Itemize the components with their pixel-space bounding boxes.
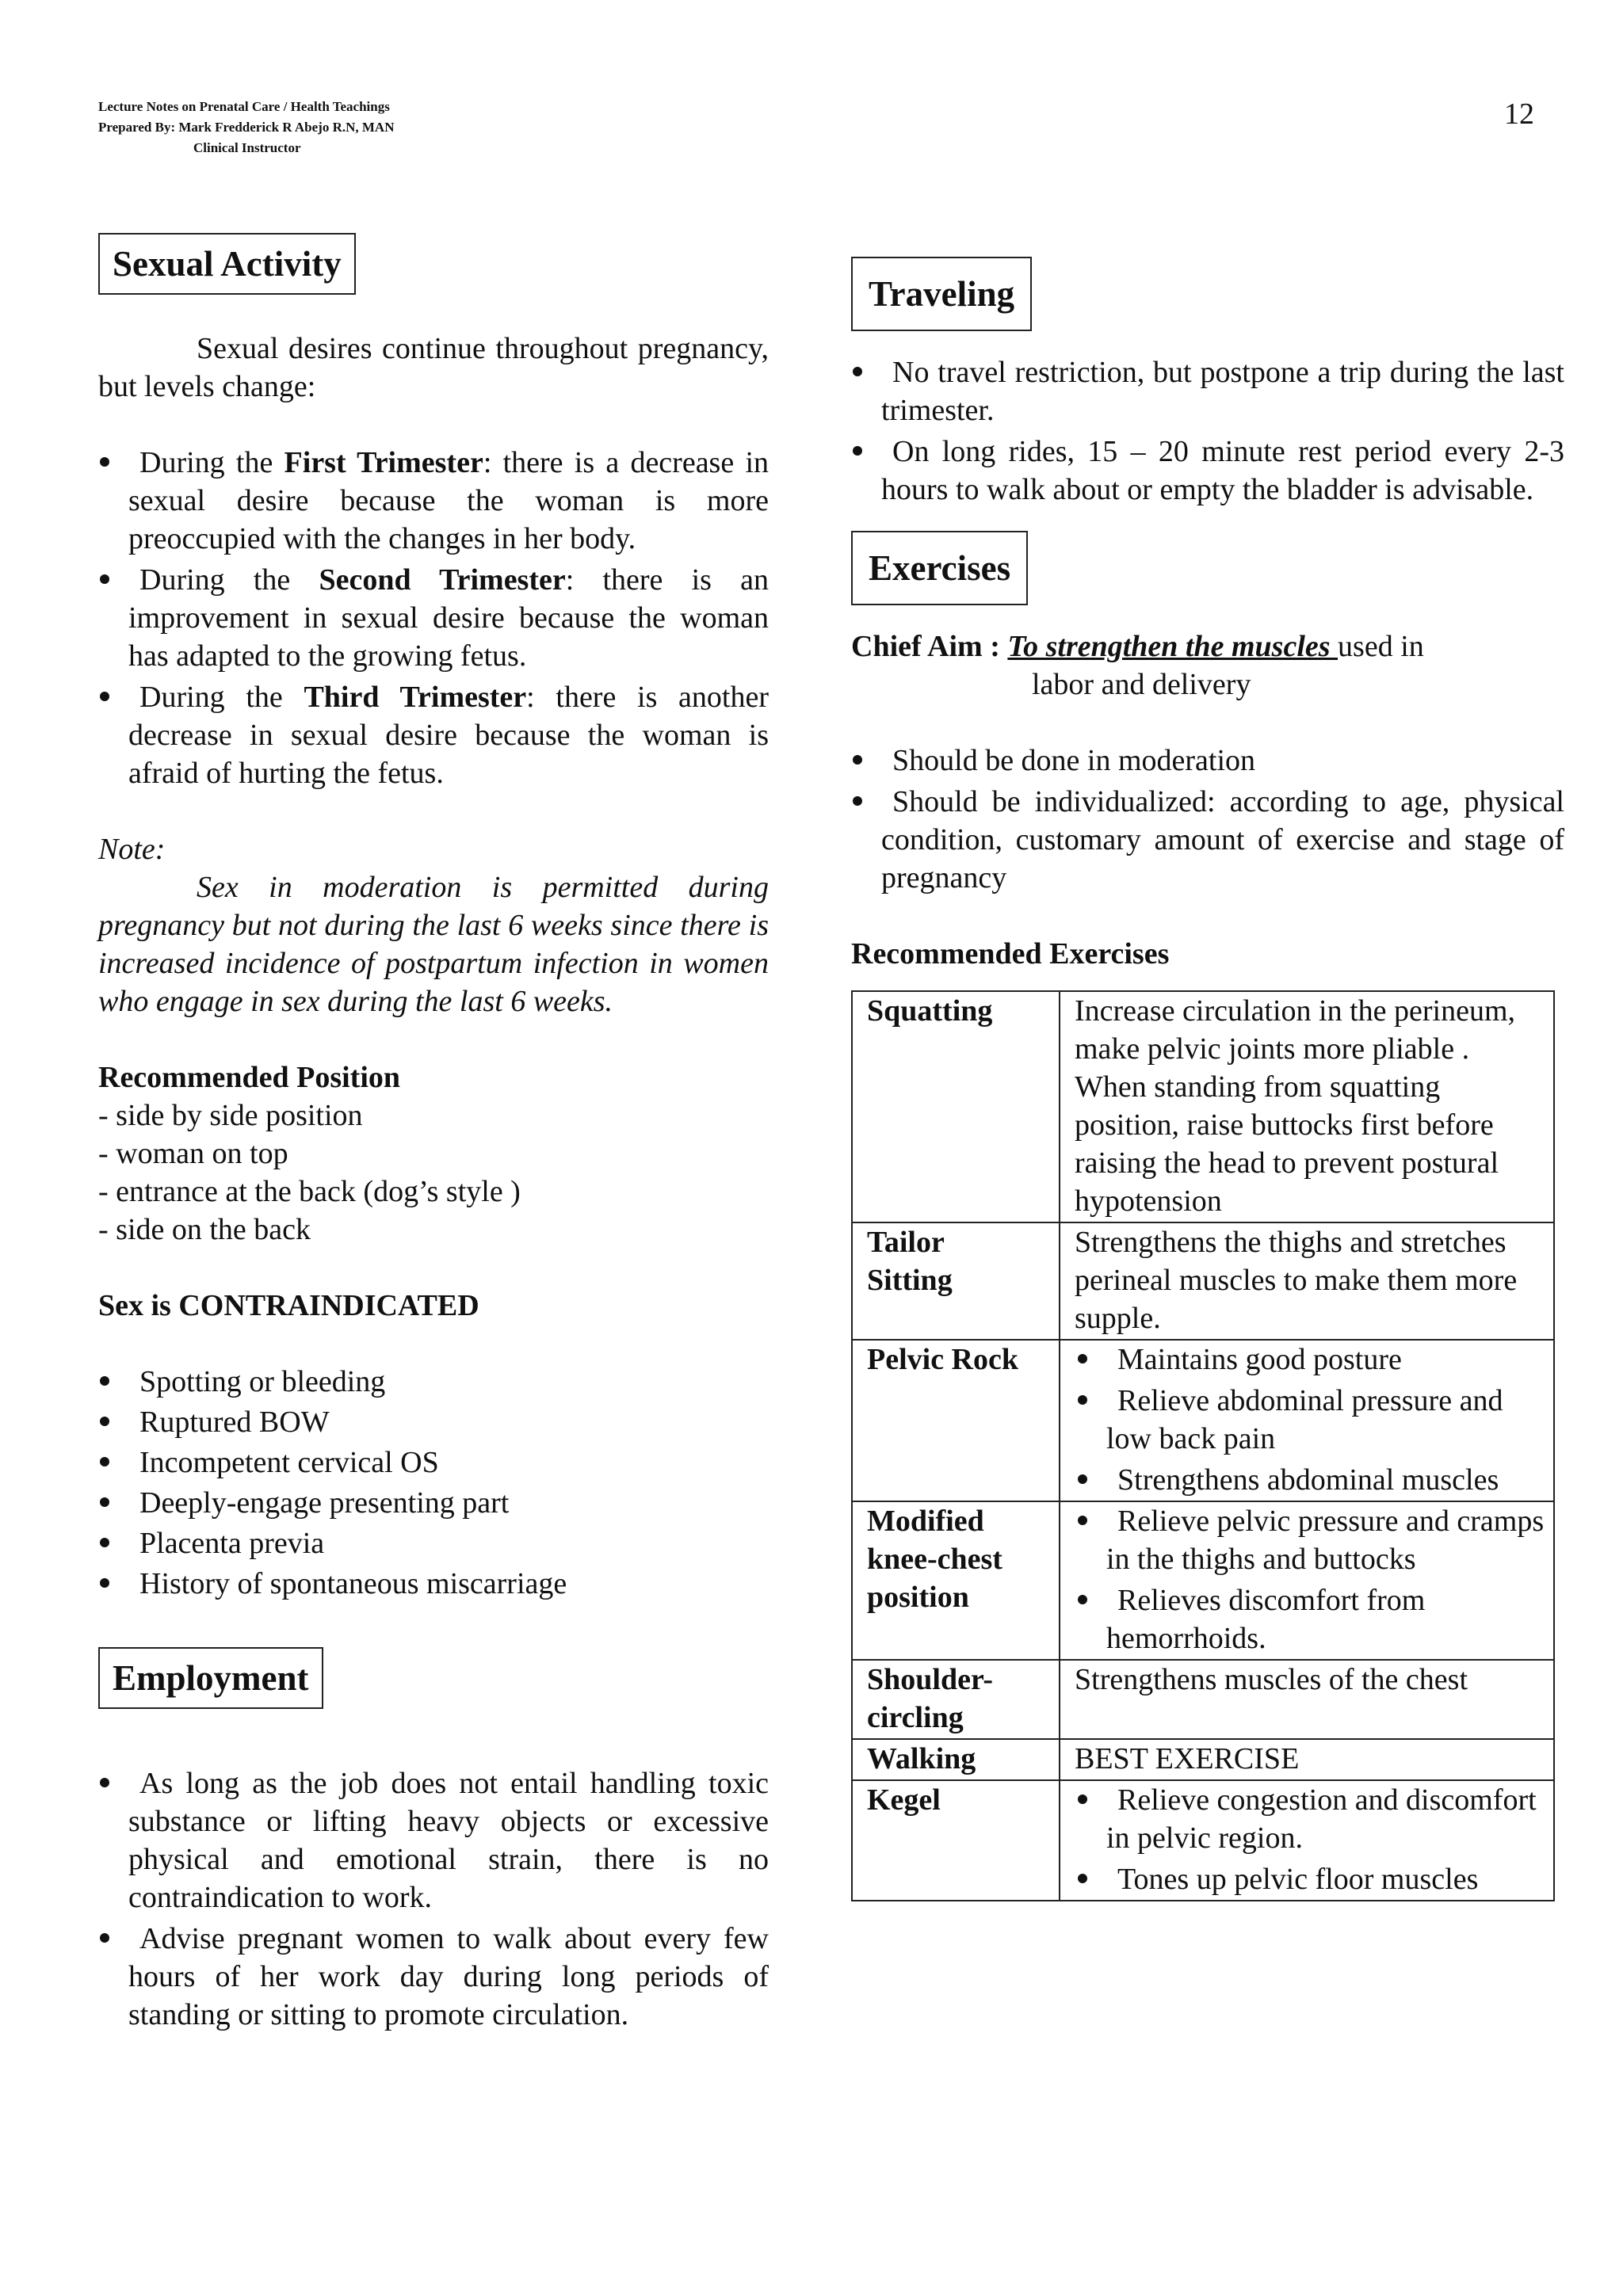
note-label: Note: — [98, 833, 166, 866]
chief-aim-rest-line2: labor and delivery — [1032, 668, 1251, 701]
sexual-activity-heading: Sexual Activity — [98, 233, 356, 295]
list-item: - entrance at the back (dog’s style ) — [98, 1175, 521, 1208]
chief-aim-label: Chief Aim : — [851, 630, 1008, 663]
list-item: Relieve pelvic pressure and cramps in the thighs and buttocks — [1075, 1502, 1545, 1578]
list-item: Tones up pelvic floor muscles — [1075, 1860, 1545, 1898]
table-row — [852, 1739, 1554, 1780]
note-text: Sex in moderation is permitted during pregnancy but not during the last 6 weeks since there is increased incidence of postpartum infection in women who engage in sex during the last 6 weeks. — [98, 871, 769, 1018]
exercise-guideline-list — [851, 742, 1564, 897]
exercise-table — [851, 990, 1555, 1901]
exercise-name: Squatting — [852, 991, 1060, 1222]
exercise-name: Tailor Sitting — [852, 1222, 1060, 1340]
list-item: On long rides, 15 – 20 minute rest period every 2-3 hours to walk about or empty the bladder is advisable. — [851, 433, 1564, 509]
employment-heading: Employment — [98, 1647, 323, 1709]
recommended-position-heading: Recommended Position — [98, 1061, 401, 1094]
list-item: History of spontaneous miscarriage — [98, 1565, 769, 1603]
position-list — [98, 1097, 769, 1249]
list-item: Advise pregnant women to walk about every few hours of her work day during long periods of standing or sitting to promote circulation. — [98, 1920, 769, 2034]
list-item: Strengthens abdominal muscles — [1075, 1461, 1545, 1499]
sexual-activity-intro: Sexual desires continue throughout pregnancy, but levels change: — [98, 332, 769, 403]
exercise-description — [1060, 1780, 1554, 1901]
exercise-name: Modified knee-chest position — [852, 1501, 1060, 1660]
list-item: Deeply-engage presenting part — [98, 1484, 769, 1522]
list-item: During the Second Trimester: there is an improvement in sexual desire because the woman has adapted to the growing fetus. — [98, 561, 769, 675]
list-item: Maintains good posture — [1075, 1341, 1545, 1379]
table-row — [852, 1222, 1554, 1340]
list-item: During the First Trimester: there is a decrease in sexual desire because the woman is more preoccupied with the changes in her body. — [98, 444, 769, 558]
list-item: Should be individualized: according to age, physical condition, customary amount of exercise and stage of pregnancy — [851, 783, 1564, 897]
exercise-name: Pelvic Rock — [852, 1340, 1060, 1501]
chief-aim-rest: used in — [1338, 630, 1424, 663]
list-item: During the Third Trimester: there is another decrease in sexual desire because the woman is afraid of hurting the fetus. — [98, 678, 769, 792]
chief-aim-value: To strengthen the muscles — [1007, 630, 1338, 663]
list-item: As long as the job does not entail handling toxic substance or lifting heavy objects or excessive physical and emotional strain, there is no contraindication to work. — [98, 1764, 769, 1917]
exercise-description — [1060, 1340, 1554, 1501]
header-author: Prepared By: Mark Fredderick R Abejo R.N, MAN — [98, 120, 395, 135]
exercise-name: Walking — [852, 1739, 1060, 1780]
contraindication-list — [98, 1363, 769, 1603]
right-column — [851, 257, 1564, 1901]
trimester-list — [98, 444, 769, 792]
table-row — [852, 1660, 1554, 1739]
document-header — [98, 97, 394, 158]
employment-list — [98, 1764, 769, 2034]
list-item: Relieves discomfort from hemorrhoids. — [1075, 1581, 1545, 1657]
list-item: Placenta previa — [98, 1524, 769, 1562]
table-row — [852, 991, 1554, 1222]
table-row — [852, 1501, 1554, 1660]
contraindicated-heading: Sex is CONTRAINDICATED — [98, 1289, 479, 1322]
list-item: Relieve abdominal pressure and low back pain — [1075, 1382, 1545, 1458]
list-item: Relieve congestion and discomfort in pelvic region. — [1075, 1781, 1545, 1857]
list-item: - side on the back — [98, 1213, 311, 1246]
exercise-name: Kegel — [852, 1780, 1060, 1901]
table-row — [852, 1340, 1554, 1501]
header-title: Lecture Notes on Prenatal Care / Health Teachings — [98, 99, 390, 114]
recommended-exercises-heading: Recommended Exercises — [851, 937, 1170, 971]
list-item: No travel restriction, but postpone a trip during the last trimester. — [851, 353, 1564, 429]
chief-aim — [851, 627, 1564, 704]
exercise-name: Shoulder- circling — [852, 1660, 1060, 1739]
page-number: 12 — [1504, 97, 1534, 131]
exercise-description: BEST EXERCISE — [1060, 1739, 1554, 1780]
table-row — [852, 1780, 1554, 1901]
header-role: Clinical Instructor — [193, 140, 301, 155]
exercises-heading: Exercises — [851, 531, 1028, 605]
list-item: Spotting or bleeding — [98, 1363, 769, 1401]
list-item: - side by side position — [98, 1099, 363, 1132]
exercise-description: Increase circulation in the perineum, make pelvic joints more pliable . When standing from squatting position, raise buttocks first before raising the head to prevent postural hypotension — [1060, 991, 1554, 1222]
left-column — [98, 233, 769, 2034]
exercise-description: Strengthens muscles of the chest — [1060, 1660, 1554, 1739]
traveling-heading: Traveling — [851, 257, 1032, 331]
list-item: Should be done in moderation — [851, 742, 1564, 780]
list-item: - woman on top — [98, 1137, 288, 1170]
exercise-description: Strengthens the thighs and stretches perineal muscles to make them more supple. — [1060, 1222, 1554, 1340]
list-item: Incompetent cervical OS — [98, 1444, 769, 1482]
exercise-description — [1060, 1501, 1554, 1660]
list-item: Ruptured BOW — [98, 1403, 769, 1441]
traveling-list — [851, 353, 1564, 509]
